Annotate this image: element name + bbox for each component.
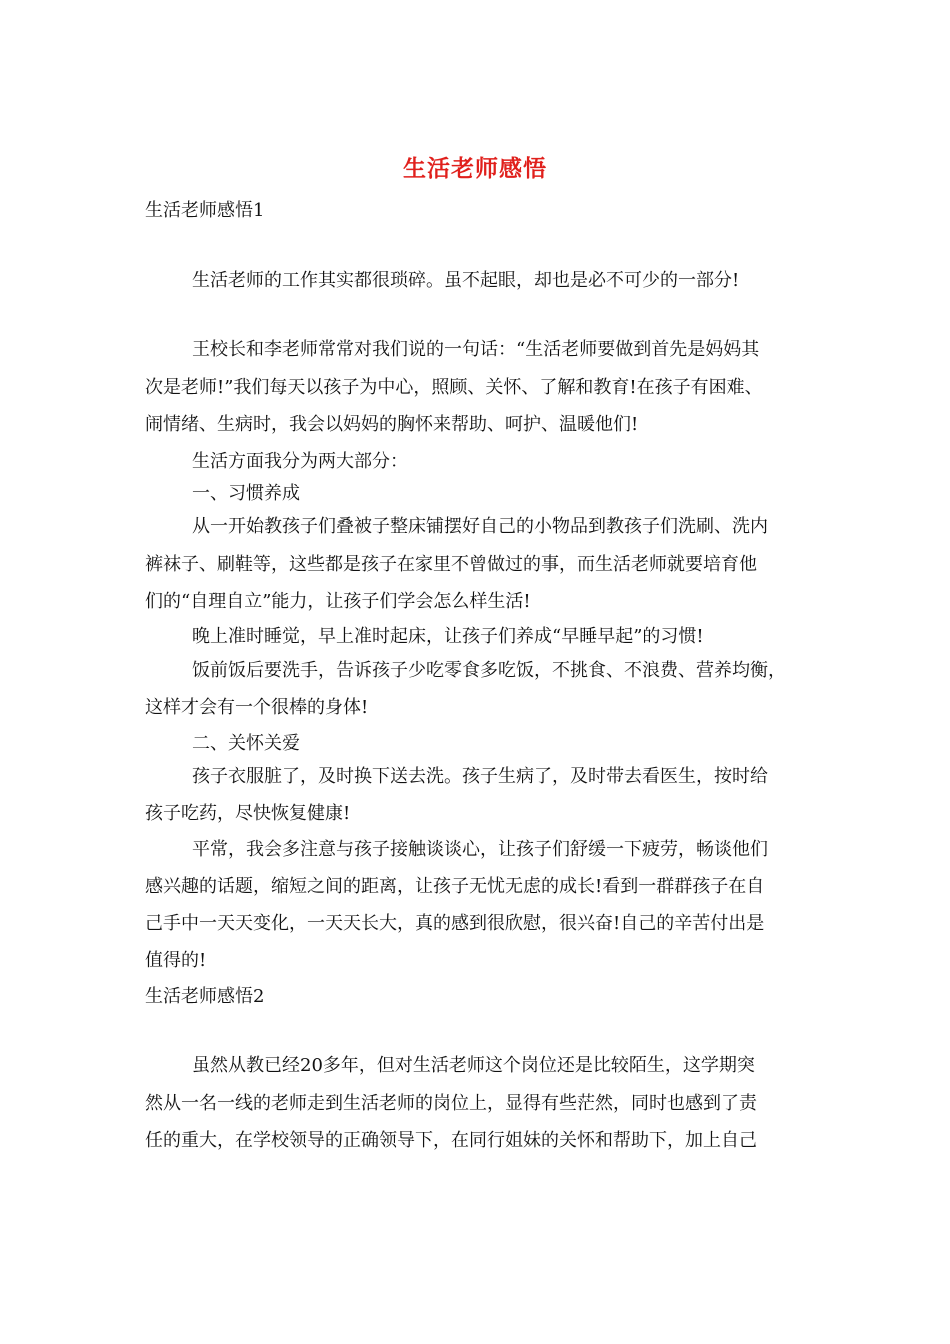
subheading-habits: 一、习惯养成 bbox=[192, 483, 300, 504]
paragraph-line: 任的重大，在学校领导的正确领导下，在同行姐妹的关怀和帮助下，加上自己 bbox=[145, 1130, 757, 1151]
document-title: 生活老师感悟 bbox=[403, 155, 547, 182]
paragraph-line: 孩子吃药，尽快恢复健康! bbox=[145, 803, 351, 824]
paragraph-line: 值得的! bbox=[145, 950, 207, 971]
paragraph-line: 虽然从教已经20多年，但对生活老师这个岗位还是比较陌生，这学期突 bbox=[192, 1055, 755, 1076]
paragraph-line: 裤袜子、刷鞋等，这些都是孩子在家里不曾做过的事，而生活老师就要培育他 bbox=[145, 554, 757, 575]
paragraph-line: 王校长和李老师常常对我们说的一句话：“生活老师要做到首先是妈妈其 bbox=[192, 339, 760, 360]
paragraph-line: 生活方面我分为两大部分： bbox=[192, 451, 408, 472]
paragraph-line: 孩子衣服脏了，及时换下送去洗。孩子生病了，及时带去看医生，按时给 bbox=[192, 766, 768, 787]
paragraph-line: 从一开始教孩子们叠被子整床铺摆好自己的小物品到教孩子们洗刷、洗内 bbox=[192, 516, 768, 537]
paragraph-line: 们的“自理自立”能力，让孩子们学会怎么样生活! bbox=[145, 591, 531, 612]
subheading-care: 二、关怀关爱 bbox=[192, 733, 300, 754]
section-heading-1: 生活老师感悟1 bbox=[145, 200, 265, 221]
section-heading-2: 生活老师感悟2 bbox=[145, 986, 265, 1007]
paragraph-line: 次是老师!”我们每天以孩子为中心，照顾、关怀、了解和教育!在孩子有困难、 bbox=[145, 377, 763, 398]
paragraph-line: 闹情绪、生病时，我会以妈妈的胸怀来帮助、呵护、温暖他们! bbox=[145, 414, 639, 435]
paragraph-line: 生活老师的工作其实都很琐碎。虽不起眼，却也是必不可少的一部分! bbox=[192, 270, 740, 291]
paragraph-line: 饭前饭后要洗手，告诉孩子少吃零食多吃饭，不挑食、不浪费、营养均衡， bbox=[192, 660, 786, 681]
paragraph-line: 然从一名一线的老师走到生活老师的岗位上，显得有些茫然，同时也感到了责 bbox=[145, 1093, 757, 1114]
paragraph-line: 晚上准时睡觉，早上准时起床，让孩子们养成“早睡早起”的习惯! bbox=[192, 626, 704, 647]
paragraph-line: 感兴趣的话题，缩短之间的距离，让孩子无忧无虑的成长!看到一群群孩子在自 bbox=[145, 876, 765, 897]
paragraph-line: 这样才会有一个很棒的身体! bbox=[145, 697, 369, 718]
paragraph-line: 平常，我会多注意与孩子接触谈谈心，让孩子们舒缓一下疲劳，畅谈他们 bbox=[192, 839, 768, 860]
paragraph-line: 己手中一天天变化，一天天长大，真的感到很欣慰，很兴奋!自己的辛苦付出是 bbox=[145, 913, 765, 934]
